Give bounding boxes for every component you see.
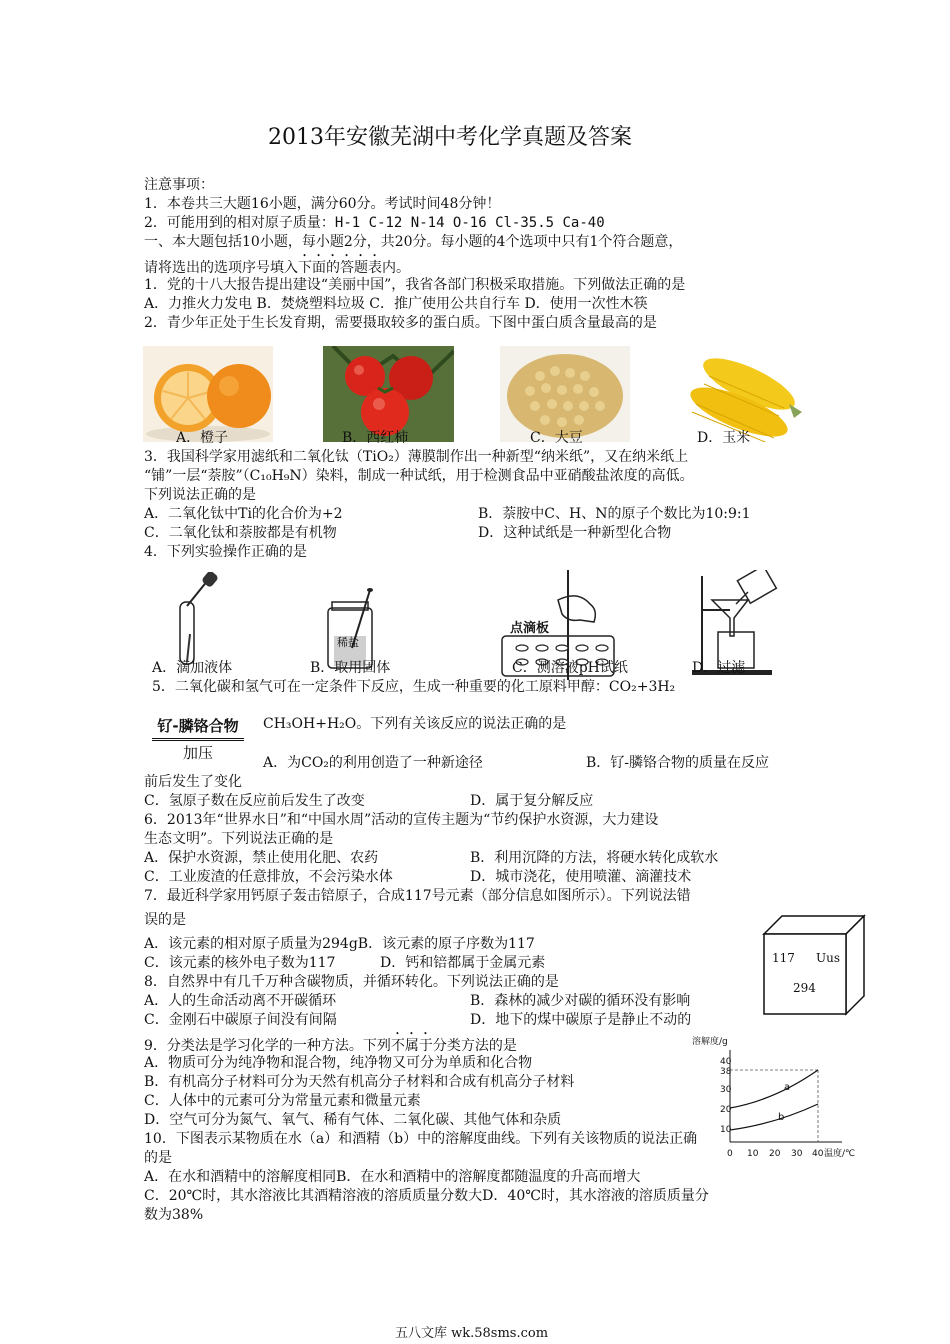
q3-option-b: B．萘胺中C、H、N的原子个数比为10:9:1 [478,506,751,522]
x-tick-0: 0 [727,1149,733,1159]
notice-2-prefix: 2．可能用到的相对原子质量： [144,215,335,231]
dropper-illustration [170,572,230,668]
q10-options-ab: A．在水和酒精中的溶解度相同B．在水和酒精中的溶解度都随温度的升高而增大 [144,1169,641,1185]
q6-option-b: B．利用沉降的方法，将硬水转化成软水 [470,850,719,866]
orange-image [143,346,273,442]
question-8: 8．自然界中有几千万种含碳物质，并循环转化。下列说法正确的是 [144,974,559,990]
question-10-line1: 10．下图表示某物质在水（a）和酒精（b）中的溶解度曲线。下列有关该物质的说法正确 [144,1131,698,1147]
q6-option-d: D．城市浇花，使用喷灌、滴灌技术 [470,869,692,885]
x-tick-10: 10 [747,1149,759,1159]
question-3-line3: 下列说法正确的是 [144,487,256,503]
q7-options-ab: A．该元素的相对原子质量为294gB．该元素的原子序数为117 [144,936,535,952]
graph-y-label: 溶解度/g [692,1037,728,1047]
q2-option-a: A．橙子 [176,430,229,446]
element-symbol: Uus [816,951,840,965]
q9-option-d: D．空气可分为氮气、氧气、稀有气体、二氧化碳、其他气体和杂质 [144,1112,562,1128]
y-tick-38: 38 [720,1067,732,1077]
q7-option-c: C．该元素的核外电子数为117 [144,955,336,971]
solubility-graph [690,1034,870,1162]
q9-option-a: A．物质可分为纯净物和混合物，纯净物又可分为单质和化合物 [144,1055,533,1071]
q6-option-c: C．工业废渣的任意排放，不会污染水体 [144,869,393,885]
q5-option-c: C．氢原子数在反应前后发生了改变 [144,793,365,809]
q3-option-c: C．二氧化钛和萘胺都是有机物 [144,525,337,541]
spot-plate-label: 点滴板 [510,621,550,636]
question-4: 4．下列实验操作正确的是 [144,544,307,560]
question-3-line2: “铺”一层“萘胺”（C₁₀H₉N）染料，制成一种试纸，用于检测食品中亚硝酸盐浓度的高低。 [144,468,694,484]
x-tick-20: 20 [769,1149,781,1159]
notice-1: 1．本卷共三大题16小题，满分60分。考试时间48分钟！ [144,196,501,212]
q5-option-a: A．为CO₂的利用创造了一种新途径 [263,755,483,771]
question-5-line2: CH₃OH+H₂O。下列有关该反应的说法正确的是 [263,716,567,732]
x-tick-30: 30 [791,1149,803,1159]
question-2: 2．青少年正处于生长发育期，需要摄取较多的蛋白质。下图中蛋白质含量最高的是 [144,315,657,331]
y-tick-30: 30 [720,1085,732,1095]
soybean-image [500,346,630,442]
question-1: 1．党的十八大报告提出建设“美丽中国”，我省各部门积极采取措施。下列做法正确的是 [144,277,686,293]
question-3-line1: 3．我国科学家用滤纸和二氧化钛（TiO₂）薄膜制作出一种新型“纳米纸”，又在纳米纸上 [144,449,689,465]
pressure-label: 加压 [182,744,213,762]
question-9 [144,1030,517,1056]
element-card [760,912,868,1018]
notice-2-masses: H-1 C-12 N-14 O-16 Cl-35.5 Ca-40 [334,215,605,231]
jar-illustration [322,588,382,670]
curve-b-label: b [778,1112,785,1123]
question-7-line2: 误的是 [144,912,186,928]
notice-header: 注意事项： [144,177,214,193]
curve-a [730,1070,818,1108]
footer: 五八文库 wk.58sms.com [395,1326,549,1341]
y-tick-10: 10 [720,1125,732,1135]
section1-line1: 一、本大题包括10小题，每小题2分，共20分。每小题的4个选项中只有1个符合题意， [144,234,683,250]
q5-option-b: B．钌-膦铬合物的质量在反应 [586,755,770,771]
jar-label: 稀盐 [337,636,359,649]
catalyst-label: 钌-膦铬合物 [157,717,239,735]
section1-line2-emphasis: 下面的答题表 [298,260,382,276]
section1-line2 [144,252,410,278]
q9-option-b: B．有机高分子材料可分为天然有机高分子材料和合成有机高分子材料 [144,1074,575,1090]
tomato-image [323,346,454,442]
q9-option-c: C．人体中的元素可分为常量元素和微量元素 [144,1093,421,1109]
q4-option-b: B．取用固体 [310,660,391,676]
q7-option-d: D．钙和锫都属于金属元素 [380,955,546,971]
notice-2 [144,214,605,233]
q6-option-a: A．保护水资源，禁止使用化肥、农药 [144,850,379,866]
q2-option-b: B．西红柿 [342,430,409,446]
x-tick-40: 40 [812,1149,824,1159]
question-5-line1: 5．二氧化碳和氢气可在一定条件下反应，生成一种重要的化工原料甲醇：CO₂+3H₂ [152,679,676,695]
section1-line2-c: 内。 [382,260,410,276]
question-10-line2: 的是 [144,1150,172,1166]
q5-option-b-cont: 前后发生了变化 [144,774,242,790]
q8-option-c: C．金刚石中碳原子间没有间隔 [144,1012,337,1028]
q8-option-d: D．地下的煤中碳原子是静止不动的 [470,1012,692,1028]
question-7-line1: 7．最近科学家用钙原子轰击锫原子，合成117号元素（部分信息如图所示）。下列说法错 [144,888,691,904]
q4-option-d: D．过滤 [692,660,746,676]
q3-option-a: A．二氧化钛中Ti的化合价为+2 [144,506,343,522]
question-9-c: 分类方法的是 [432,1038,517,1054]
element-mass: 294 [793,981,816,995]
graph-x-label: 温度/℃ [824,1149,856,1159]
element-number: 117 [772,951,795,965]
question-1-options: A．力推火力发电 B．焚烧塑料垃圾 C．推广使用公共自行车 D．使用一次性木筷 [144,296,648,312]
curve-a-label: a [784,1082,791,1093]
q8-option-b: B．森林的减少对碳的循环没有影响 [470,993,691,1009]
corn-image [674,346,805,442]
reaction-arrow-bar [152,738,244,741]
q2-option-d: D．玉米 [697,430,751,446]
question-9-emphasis: 不属于 [390,1038,433,1054]
curve-b [730,1104,818,1130]
question-6-line1: 6．2013年“世界水日”和“中国水周”活动的宣传主题为“节约保护水资源，大力建设 [144,812,659,828]
q5-option-d: D．属于复分解反应 [470,793,594,809]
q10-options-cd: C．20℃时，其水溶液比其酒精溶液的溶质质量分数大D．40℃时，其水溶液的溶质质量分 [144,1188,709,1204]
q8-option-a: A．人的生命活动离不开碳循环 [144,993,337,1009]
reaction-condition [148,716,248,763]
page-title: 2013年安徽芜湖中考化学真题及答案 [268,125,632,150]
section1-line2-a: 请将选出的选项序号填入 [144,260,298,276]
question-9-a: 9．分类法是学习化学的一种方法。下列 [144,1038,391,1054]
q2-option-c: C．大豆 [530,430,583,446]
q4-option-a: A．滴加液体 [152,660,233,676]
q4-option-c: C．测溶液pH试纸 [512,660,628,676]
y-tick-20: 20 [720,1105,732,1115]
q10-options-cd-cont: 数为38% [144,1207,204,1223]
y-tick-40: 40 [720,1057,732,1067]
q3-option-d: D．这种试纸是一种新型化合物 [478,525,672,541]
question-6-line2: 生态文明”。下列说法正确的是 [144,831,334,847]
